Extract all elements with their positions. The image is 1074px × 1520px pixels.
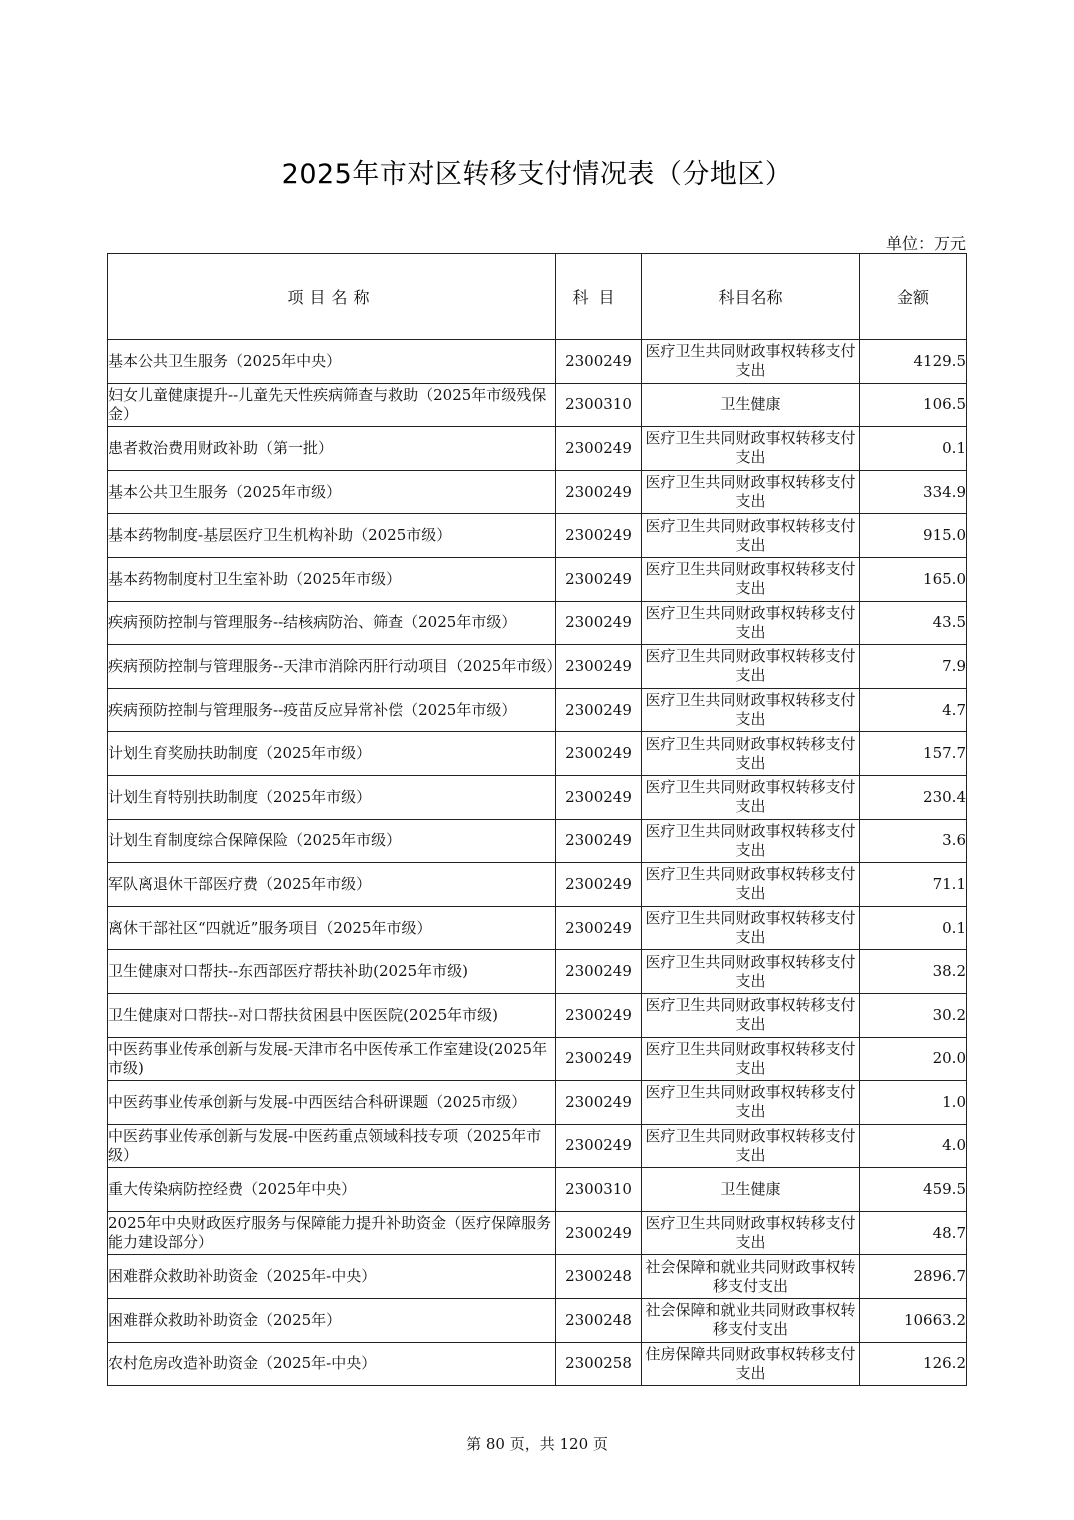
subject-code-cell: 2300249 bbox=[556, 950, 642, 994]
subject-name-cell: 医疗卫生共同财政事权转移支付支出 bbox=[642, 732, 860, 776]
amount-cell: 157.7 bbox=[860, 732, 967, 776]
subject-code-cell: 2300249 bbox=[556, 993, 642, 1037]
table-row bbox=[108, 775, 967, 819]
table-row bbox=[108, 863, 967, 907]
project-name-cell: 中医药事业传承创新与发展-天津市名中医传承工作室建设(2025年市级) bbox=[108, 1037, 556, 1081]
subject-code-cell: 2300249 bbox=[556, 427, 642, 471]
project-name-cell: 困难群众救助补助资金（2025年-中央） bbox=[108, 1255, 556, 1299]
subject-name-cell: 医疗卫生共同财政事权转移支付支出 bbox=[642, 950, 860, 994]
table-row bbox=[108, 688, 967, 732]
subject-name-cell: 卫生健康 bbox=[642, 1168, 860, 1212]
page-title: 2025年市对区转移支付情况表（分地区） bbox=[281, 159, 793, 190]
subject-name-cell: 医疗卫生共同财政事权转移支付支出 bbox=[642, 340, 860, 384]
amount-cell: 1.0 bbox=[860, 1081, 967, 1125]
project-name-cell: 患者救治费用财政补助（第一批） bbox=[108, 427, 556, 471]
subject-code-cell: 2300249 bbox=[556, 1081, 642, 1125]
subject-name-cell: 医疗卫生共同财政事权转移支付支出 bbox=[642, 470, 860, 514]
amount-cell: 30.2 bbox=[860, 993, 967, 1037]
subject-name-cell: 医疗卫生共同财政事权转移支付支出 bbox=[642, 1081, 860, 1125]
table-row bbox=[108, 557, 967, 601]
amount-cell: 4.0 bbox=[860, 1124, 967, 1168]
table-header-row bbox=[108, 254, 967, 340]
amount-cell: 334.9 bbox=[860, 470, 967, 514]
subject-name-cell: 医疗卫生共同财政事权转移支付支出 bbox=[642, 1211, 860, 1255]
subject-code-cell: 2300249 bbox=[556, 688, 642, 732]
subject-name-cell: 医疗卫生共同财政事权转移支付支出 bbox=[642, 906, 860, 950]
table-row bbox=[108, 993, 967, 1037]
project-name-cell: 重大传染病防控经费（2025年中央） bbox=[108, 1168, 556, 1212]
subject-name-cell: 医疗卫生共同财政事权转移支付支出 bbox=[642, 688, 860, 732]
project-name-cell: 卫生健康对口帮扶--东西部医疗帮扶补助(2025年市级) bbox=[108, 950, 556, 994]
table-row bbox=[108, 427, 967, 471]
subject-code-cell: 2300249 bbox=[556, 601, 642, 645]
subject-name-cell: 医疗卫生共同财政事权转移支付支出 bbox=[642, 775, 860, 819]
project-name-cell: 妇女儿童健康提升--儿童先天性疾病筛查与救助（2025年市级残保金） bbox=[108, 383, 556, 427]
project-name-cell: 疾病预防控制与管理服务--天津市消除丙肝行动项目（2025年市级） bbox=[108, 645, 556, 689]
subject-name-cell: 医疗卫生共同财政事权转移支付支出 bbox=[642, 645, 860, 689]
subject-code-cell: 2300249 bbox=[556, 1211, 642, 1255]
subject-code-cell: 2300249 bbox=[556, 645, 642, 689]
amount-cell: 915.0 bbox=[860, 514, 967, 558]
table-row bbox=[108, 514, 967, 558]
table-body bbox=[108, 340, 967, 1386]
subject-code-cell: 2300249 bbox=[556, 557, 642, 601]
subject-code-cell: 2300248 bbox=[556, 1299, 642, 1343]
subject-name-cell: 医疗卫生共同财政事权转移支付支出 bbox=[642, 1124, 860, 1168]
subject-code-cell: 2300249 bbox=[556, 906, 642, 950]
table-row bbox=[108, 906, 967, 950]
amount-cell: 106.5 bbox=[860, 383, 967, 427]
amount-cell: 43.5 bbox=[860, 601, 967, 645]
subject-code-cell: 2300249 bbox=[556, 1124, 642, 1168]
project-name-cell: 计划生育制度综合保障保险（2025年市级） bbox=[108, 819, 556, 863]
subject-code-cell: 2300249 bbox=[556, 819, 642, 863]
subject-name-cell: 住房保障共同财政事权转移支付支出 bbox=[642, 1342, 860, 1386]
subject-name-cell: 医疗卫生共同财政事权转移支付支出 bbox=[642, 557, 860, 601]
subject-code-cell: 2300249 bbox=[556, 340, 642, 384]
amount-cell: 10663.2 bbox=[860, 1299, 967, 1343]
subject-code-cell: 2300258 bbox=[556, 1342, 642, 1386]
amount-cell: 165.0 bbox=[860, 557, 967, 601]
amount-cell: 230.4 bbox=[860, 775, 967, 819]
subject-code-cell: 2300249 bbox=[556, 1037, 642, 1081]
header-subject-code: 科目 bbox=[556, 254, 642, 340]
table-row bbox=[108, 1299, 967, 1343]
subject-name-cell: 医疗卫生共同财政事权转移支付支出 bbox=[642, 427, 860, 471]
page-footer: 第 80 页，共 120 页 bbox=[466, 1435, 608, 1453]
table-row bbox=[108, 819, 967, 863]
project-name-cell: 计划生育特别扶助制度（2025年市级） bbox=[108, 775, 556, 819]
table-row bbox=[108, 1255, 967, 1299]
subject-name-cell: 医疗卫生共同财政事权转移支付支出 bbox=[642, 1037, 860, 1081]
amount-cell: 71.1 bbox=[860, 863, 967, 907]
project-name-cell: 中医药事业传承创新与发展-中西医结合科研课题（2025市级） bbox=[108, 1081, 556, 1125]
project-name-cell: 困难群众救助补助资金（2025年） bbox=[108, 1299, 556, 1343]
amount-cell: 2896.7 bbox=[860, 1255, 967, 1299]
amount-cell: 38.2 bbox=[860, 950, 967, 994]
subject-name-cell: 医疗卫生共同财政事权转移支付支出 bbox=[642, 601, 860, 645]
subject-name-cell: 社会保障和就业共同财政事权转移支付支出 bbox=[642, 1299, 860, 1343]
table-row bbox=[108, 1124, 967, 1168]
project-name-cell: 军队离退休干部医疗费（2025年市级） bbox=[108, 863, 556, 907]
subject-name-cell: 医疗卫生共同财政事权转移支付支出 bbox=[642, 993, 860, 1037]
table-row bbox=[108, 950, 967, 994]
table-row bbox=[108, 645, 967, 689]
project-name-cell: 基本公共卫生服务（2025年中央） bbox=[108, 340, 556, 384]
amount-cell: 126.2 bbox=[860, 1342, 967, 1386]
subject-name-cell: 医疗卫生共同财政事权转移支付支出 bbox=[642, 819, 860, 863]
project-name-cell: 离休干部社区“四就近”服务项目（2025年市级） bbox=[108, 906, 556, 950]
subject-code-cell: 2300248 bbox=[556, 1255, 642, 1299]
amount-cell: 4129.5 bbox=[860, 340, 967, 384]
amount-cell: 0.1 bbox=[860, 906, 967, 950]
subject-code-cell: 2300249 bbox=[556, 470, 642, 514]
table-row bbox=[108, 340, 967, 384]
subject-code-cell: 2300249 bbox=[556, 863, 642, 907]
amount-cell: 7.9 bbox=[860, 645, 967, 689]
subject-code-cell: 2300310 bbox=[556, 383, 642, 427]
subject-name-cell: 医疗卫生共同财政事权转移支付支出 bbox=[642, 863, 860, 907]
project-name-cell: 疾病预防控制与管理服务--疫苗反应异常补偿（2025年市级） bbox=[108, 688, 556, 732]
amount-cell: 48.7 bbox=[860, 1211, 967, 1255]
table-row bbox=[108, 1342, 967, 1386]
amount-cell: 0.1 bbox=[860, 427, 967, 471]
amount-cell: 459.5 bbox=[860, 1168, 967, 1212]
amount-cell: 3.6 bbox=[860, 819, 967, 863]
subject-code-cell: 2300249 bbox=[556, 732, 642, 776]
table-row bbox=[108, 601, 967, 645]
table-row bbox=[108, 1081, 967, 1125]
project-name-cell: 基本公共卫生服务（2025年市级） bbox=[108, 470, 556, 514]
unit-label: 单位：万元 bbox=[885, 234, 966, 253]
project-name-cell: 卫生健康对口帮扶--对口帮扶贫困县中医医院(2025年市级) bbox=[108, 993, 556, 1037]
project-name-cell: 2025年中央财政医疗服务与保障能力提升补助资金（医疗保障服务能力建设部分） bbox=[108, 1211, 556, 1255]
subject-name-cell: 卫生健康 bbox=[642, 383, 860, 427]
subject-name-cell: 社会保障和就业共同财政事权转移支付支出 bbox=[642, 1255, 860, 1299]
table-row bbox=[108, 383, 967, 427]
amount-cell: 4.7 bbox=[860, 688, 967, 732]
transfer-payment-table bbox=[107, 253, 967, 1386]
subject-code-cell: 2300249 bbox=[556, 514, 642, 558]
header-project-name: 项目名称 bbox=[108, 254, 556, 340]
header-subject-name: 科目名称 bbox=[642, 254, 860, 340]
table-row bbox=[108, 1211, 967, 1255]
subject-code-cell: 2300310 bbox=[556, 1168, 642, 1212]
table-row bbox=[108, 1037, 967, 1081]
project-name-cell: 农村危房改造补助资金（2025年-中央） bbox=[108, 1342, 556, 1386]
project-name-cell: 基本药物制度-基层医疗卫生机构补助（2025市级） bbox=[108, 514, 556, 558]
table-row bbox=[108, 732, 967, 776]
project-name-cell: 中医药事业传承创新与发展-中医药重点领域科技专项（2025年市级） bbox=[108, 1124, 556, 1168]
project-name-cell: 基本药物制度村卫生室补助（2025年市级） bbox=[108, 557, 556, 601]
table-row bbox=[108, 1168, 967, 1212]
subject-name-cell: 医疗卫生共同财政事权转移支付支出 bbox=[642, 514, 860, 558]
header-amount: 金额 bbox=[860, 254, 967, 340]
table-row bbox=[108, 470, 967, 514]
project-name-cell: 计划生育奖励扶助制度（2025年市级） bbox=[108, 732, 556, 776]
amount-cell: 20.0 bbox=[860, 1037, 967, 1081]
project-name-cell: 疾病预防控制与管理服务--结核病防治、筛查（2025年市级） bbox=[108, 601, 556, 645]
subject-code-cell: 2300249 bbox=[556, 775, 642, 819]
